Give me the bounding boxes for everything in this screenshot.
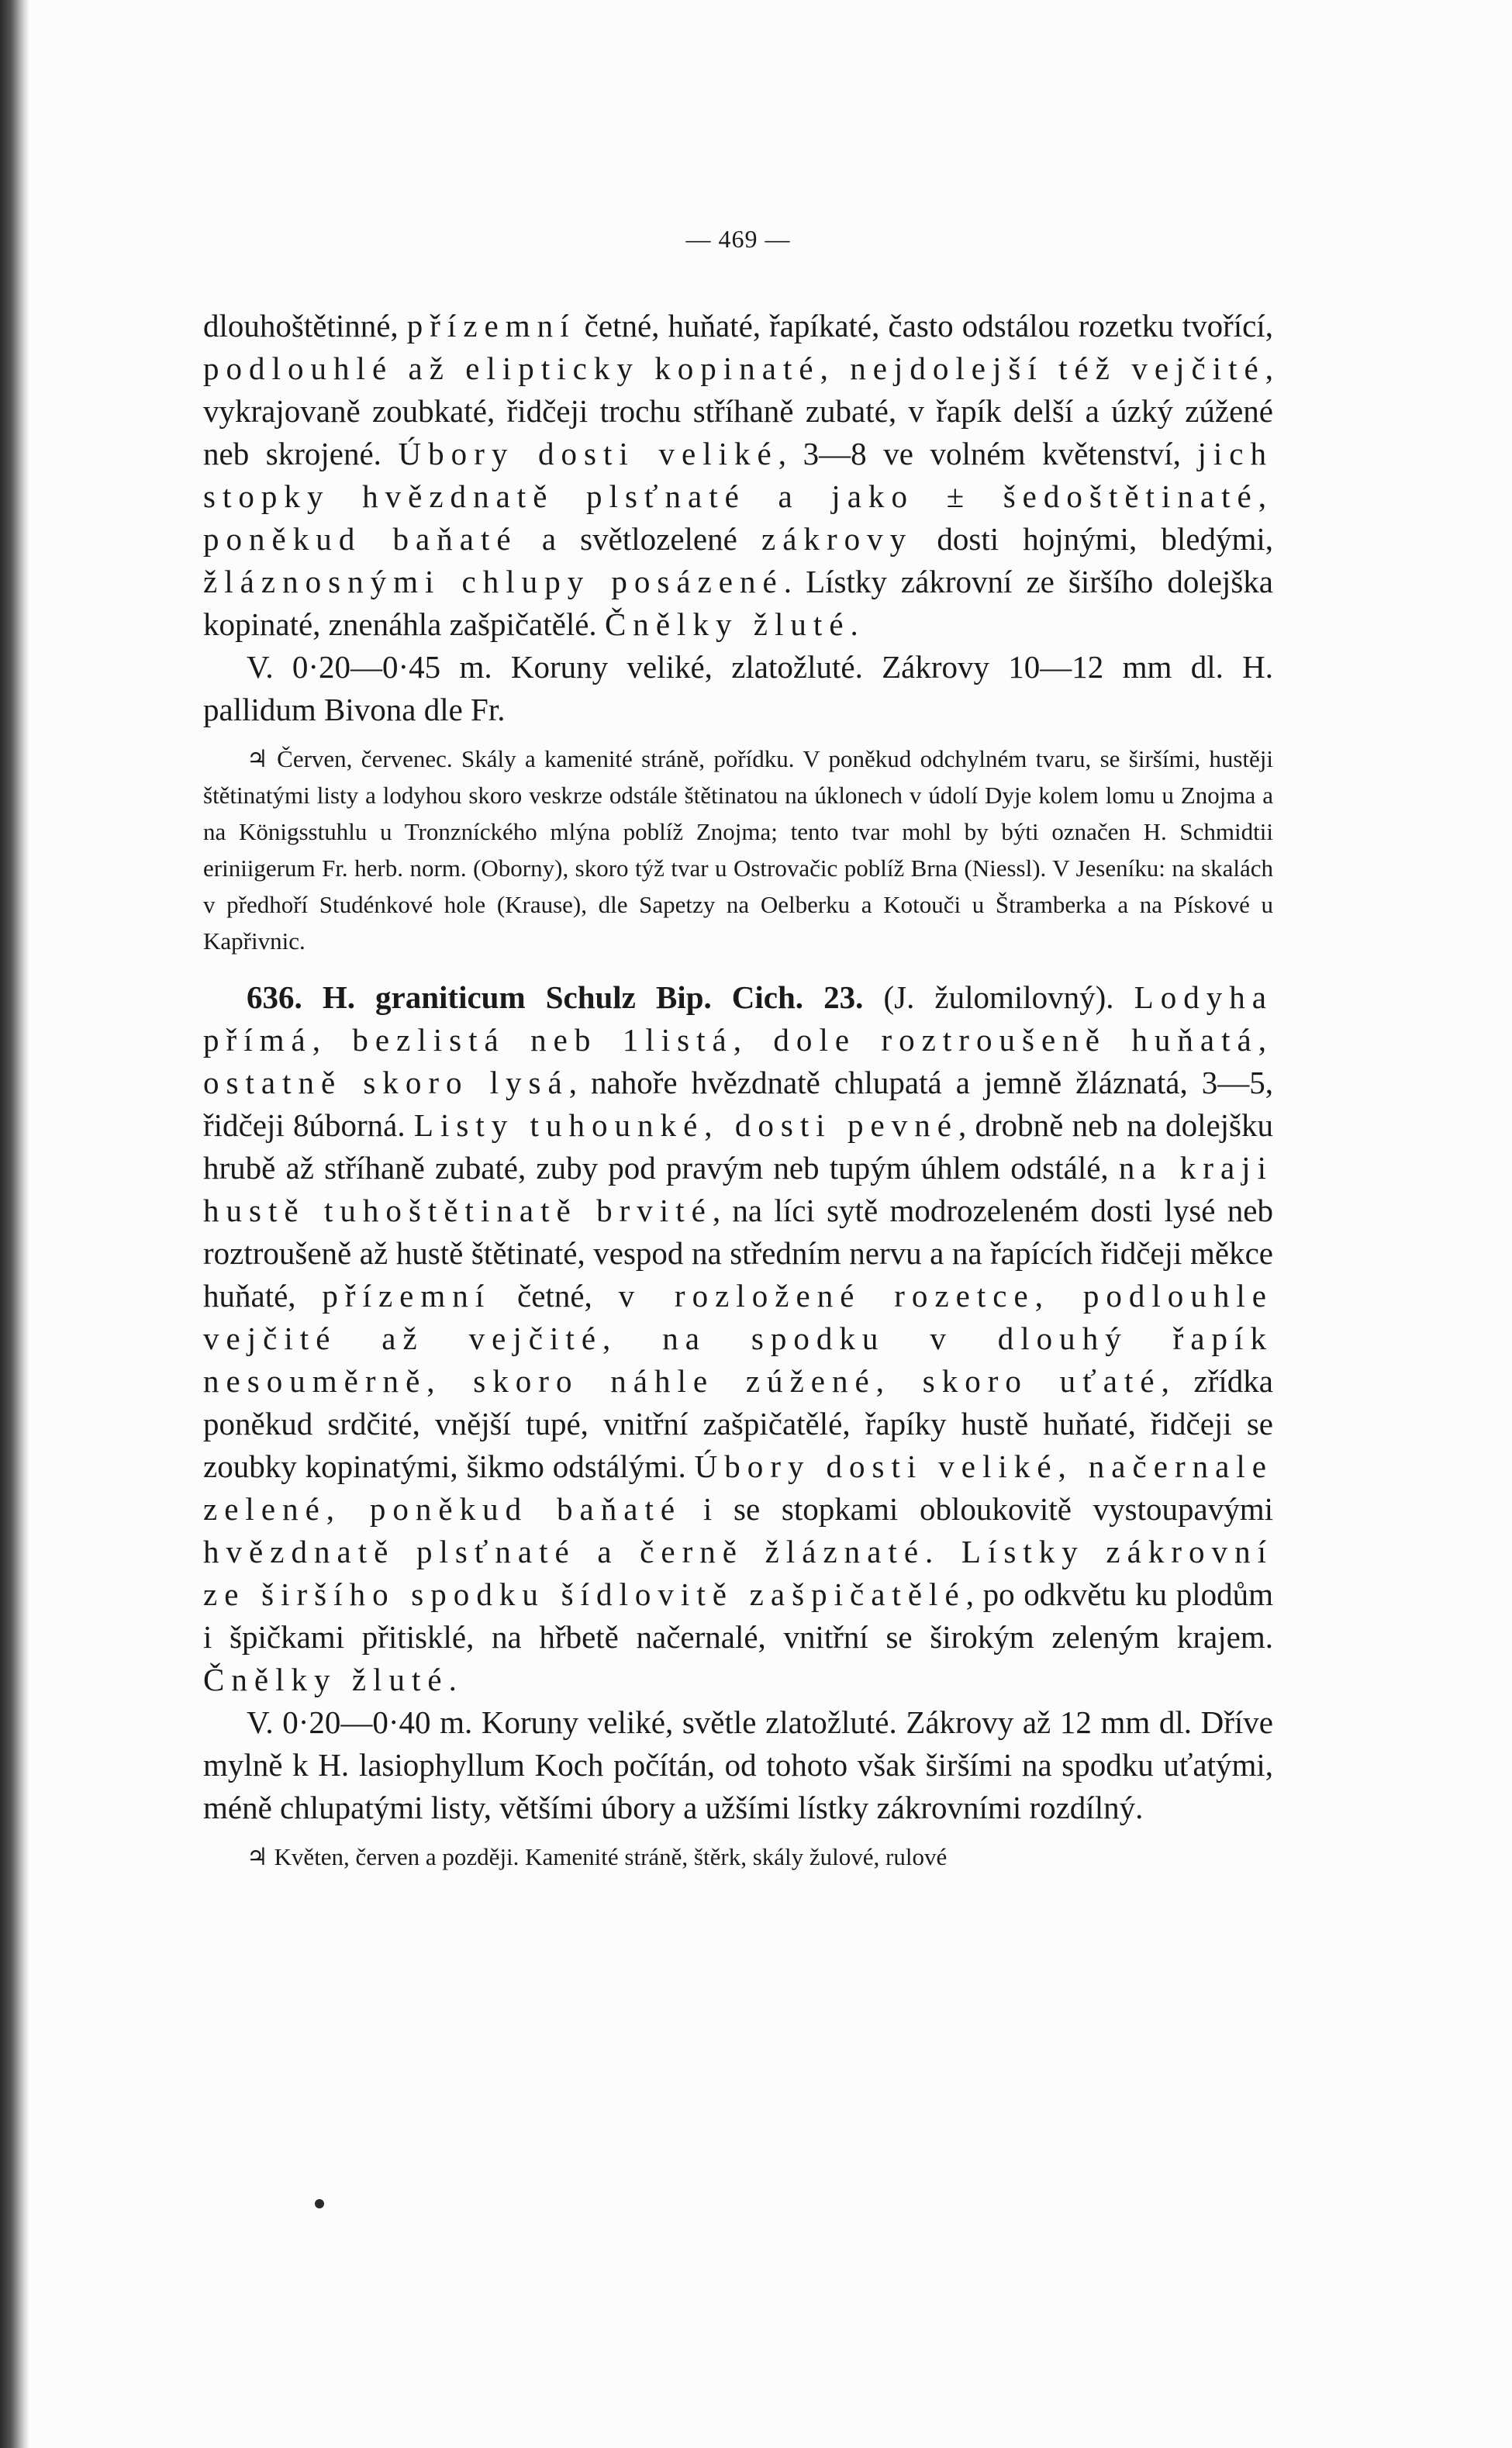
- paragraph-species-636: [203, 976, 1273, 1701]
- text-run: .: [850, 606, 858, 642]
- spaced-text: Čnělky žluté: [203, 1662, 449, 1697]
- scan-edge: [0, 0, 29, 2448]
- spaced-text: Úbory dosti veliké, načernale zelené, poněkud baňaté: [203, 1448, 1273, 1527]
- spaced-text: zákrovy: [761, 521, 913, 557]
- text-run: (J. žulomilovný).: [863, 979, 1134, 1015]
- spaced-text: na kraji hustě tuhoštětinatě brvité: [203, 1150, 1273, 1228]
- spaced-text: hvězdnatě plsťnaté a černě žláznaté. Lístky zákrovní ze širšího spodku šídlovitě zašpičatělé: [203, 1534, 1273, 1612]
- text-run: .: [448, 1662, 457, 1697]
- spaced-text: Lodyha přímá, bezlistá neb 1listá, dole roztroušeně huňatá, ostatně skoro lysá: [203, 979, 1273, 1100]
- page-number: — 469 —: [685, 225, 791, 253]
- text-run: , drobně neb na dolejšku hrubě až stříhaně zubaté, zuby pod pravým neb tupým úhlem odstálé,: [203, 1107, 1273, 1186]
- text-run: četné, huňaté, řapíkaté, často odstálou rozetku tvořící,: [575, 308, 1273, 344]
- spaced-text: přízemní: [406, 308, 576, 344]
- text-run: , po odkvětu ku plodům i špičkami přitisklé, na hřbetě načernalé, vnitřní se širokým zeleným krajem.: [203, 1576, 1274, 1655]
- paragraph-habitat-small: ♃ Červen, červenec. Skály a kamenité stráně, pořídku. V poněkud odchylném tvaru, se širšími, hustěji štětinatými listy a lodyhou skoro veskrze odstále štětinatou na úklonech v údolí Dyje kolem lomu u Znojma a na Königsstuhlu u Tronzníckého mlýna poblíž Znojma; tento tvar mohl by býti označen H. Schmidtii eriniigerum Fr. herb. norm. (Oborny), skoro týž tvar u Ostrovačic poblíž Brna (Niessl). V Jeseníku: na skalách v předhoří Studénkové hole (Krause), dle Sapetzy na Oelberku a Kotouči u Štramberka a na Pískové u Kapřivnic.: [203, 745, 1273, 955]
- spaced-text: podlouhlé až elipticky kopinaté, nejdolejší též vejčité: [203, 350, 1265, 386]
- text-run: dosti hojnými, bledými,: [913, 521, 1273, 557]
- text-run: dlouhoštětinné,: [203, 308, 407, 344]
- text-run: . Lístky zákrovní ze širšího dolejška kopinaté, znenáhla zašpičatělé.: [203, 564, 1273, 642]
- text-run: , zřídka poněkud srdčité, vnější tupé, vnitřní zašpičatělé, řapíky hustě huňaté, řidčeji se zoubky kopinatými, šikmo odstálými.: [203, 1363, 1273, 1484]
- text-run: i se stopkami obloukovitě vystoupavými: [682, 1491, 1273, 1527]
- paragraph-description-continued: [203, 305, 1273, 646]
- spaced-text: Listy tuhounké, dosti pevné: [413, 1107, 958, 1143]
- text-run: , nahoře hvězdnatě chlupatá a jemně žláznatá, 3—5, řidčeji 8úborná.: [203, 1065, 1273, 1143]
- paragraph-habitat-small-636: ♃ Květen, červen a později. Kamenité stráně, štěrk, skály žulové, rulové: [247, 1843, 948, 1870]
- text-run: četné,: [491, 1278, 619, 1314]
- ink-speck: [315, 2199, 324, 2208]
- spaced-text: přízemní: [322, 1278, 492, 1314]
- paragraph-measurements-636: V. 0·20—0·40 m. Koruny veliké, světle zlatožluté. Zákrovy až 12 mm dl. Dříve mylně k H. lasiophyllum Koch počítán, od tohoto však širšími na spodku uťatými, méně chlupatými listy, většími úbory a užšími lístky zákrovními rozdílný.: [203, 1704, 1273, 1825]
- text-run: a světlozelené: [517, 521, 761, 557]
- spaced-text: Čnělky žluté: [604, 606, 851, 642]
- text-run: , na líci sytě modrozeleném dosti lysé neb roztroušeně až hustě štětinaté, vespod na středním nervu a na řapících řidčeji měkce huňaté,: [203, 1193, 1274, 1314]
- text-run: , vykrajovaně zoubkaté, řidčeji trochu stříhaně zubaté, v řapík delší a úzký zúžené neb skrojené.: [203, 350, 1273, 471]
- species-heading: 636. H. graniticum Schulz Bip. Cich. 23.: [247, 979, 864, 1015]
- page-body: [203, 225, 1273, 1892]
- paragraph-measurements: V. 0·20—0·45 m. Koruny veliké, zlatožluté. Zákrovy 10—12 mm dl. H. pallidum Bivona dle Fr.: [203, 649, 1273, 727]
- text-run: , 3—8 ve volném květenství,: [778, 436, 1198, 471]
- spaced-text: žláznosnými chlupy posázené: [203, 564, 784, 599]
- spaced-text: Úbory dosti veliké: [398, 436, 778, 471]
- spaced-text: v rozložené rozetce, podlouhle vejčité až vejčité, na spodku v dlouhý řapík nesouměrně, skoro náhle zúžené, skoro uťaté: [203, 1278, 1273, 1399]
- spaced-text: jich stopky hvězdnatě plsťnaté a jako ± šedoštětinaté, poněkud baňaté: [203, 436, 1273, 557]
